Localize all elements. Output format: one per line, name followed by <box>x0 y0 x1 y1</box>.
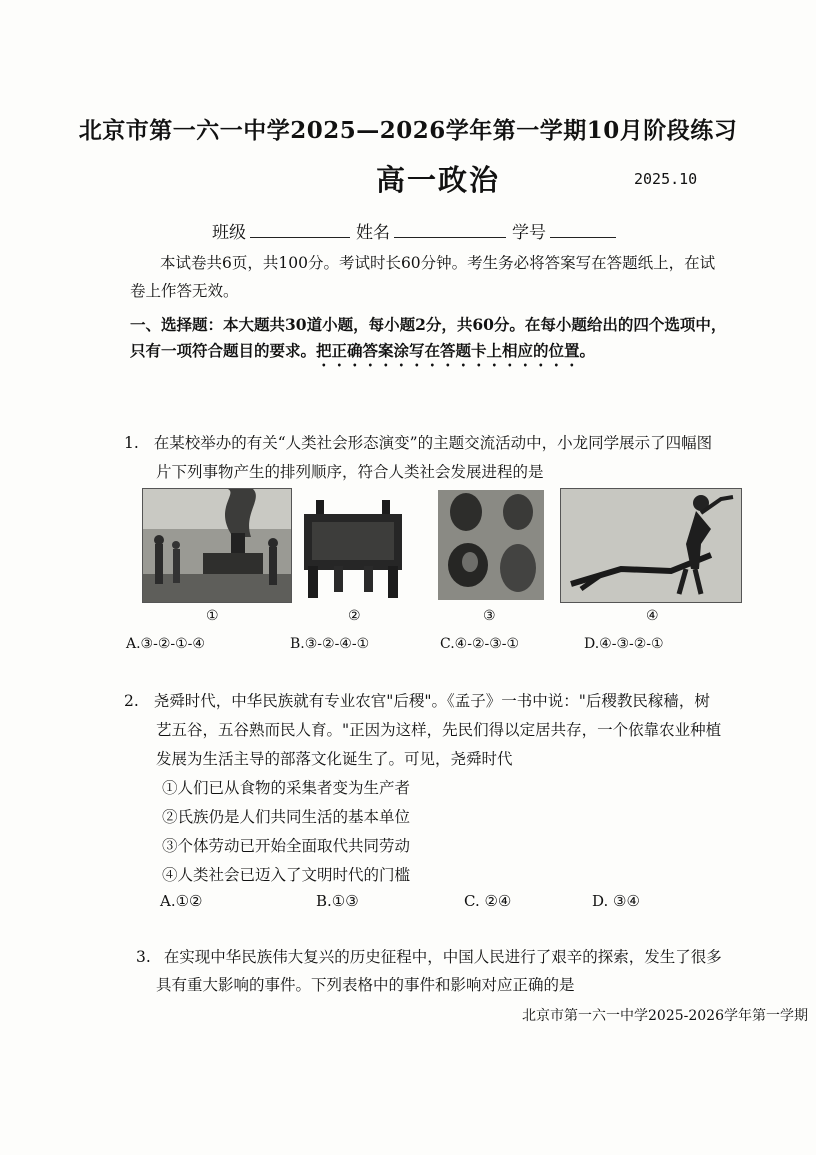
question-2-line-1: 尧舜时代，中华民族就有专业农官"后稷"。《孟子》一书中说："后稷教民稼穑，树 <box>153 692 710 710</box>
image-caption-3: ③ <box>483 608 496 624</box>
steam-engine-image <box>142 488 292 603</box>
name-blank <box>394 223 506 238</box>
question-3-line-1: 在实现中华民族伟大复兴的历史征程中，中国人民进行了艰辛的探索，发生了很多 <box>163 948 722 966</box>
plowing-farmer-image <box>560 488 742 603</box>
question-2-line-2: 艺五谷，五谷熟而民人育。"正因为这样，先民们得以定居共存，一个依靠农业种植 <box>156 721 722 739</box>
q2-statement-4: ④人类社会已迈入了文明时代的门槛 <box>162 866 411 884</box>
q2-statement-3: ③个体劳动已开始全面取代共同劳动 <box>162 837 411 855</box>
section-heading-line-1: 一、选择题：本大题共30道小题，每小题2分，共60分。在每小题给出的四个选项中， <box>130 315 727 334</box>
question-1-number: 1. <box>124 434 139 452</box>
q2-statement-2: ②氏族仍是人们共同生活的基本单位 <box>162 808 411 826</box>
question-2-number: 2. <box>124 692 139 710</box>
image-caption-1: ① <box>206 608 219 624</box>
question-3 <box>136 942 722 972</box>
question-1-line-1: 在某校举办的有关“人类社会形态演变”的主题交流活动中，小龙同学展示了四幅图 <box>153 434 713 452</box>
exam-title: 北京市第一六一中学2025—2026学年第一学期10月阶段练习 <box>78 117 738 144</box>
image-caption-4: ④ <box>646 608 659 624</box>
q2-option-a[interactable]: A.①② <box>160 892 203 910</box>
image-caption-2: ② <box>348 608 361 624</box>
question-1-line-2: 片下列事物产生的排列顺序，符合人类社会发展进程的是 <box>156 463 544 481</box>
q2-option-d[interactable]: D. ③④ <box>592 892 640 910</box>
name-label: 姓名 <box>356 223 390 243</box>
exam-date: 2025.10 <box>634 170 698 188</box>
section-heading-prefix: 只有一项符合题目的要求。 <box>130 341 317 360</box>
id-label: 学号 <box>512 223 546 243</box>
instructions-line-2: 卷上作答无效。 <box>130 282 239 300</box>
section-heading-line-2 <box>130 336 595 370</box>
q1-option-b[interactable]: B.③-②-④-① <box>290 636 370 652</box>
q1-option-a[interactable]: A.③-②-①-④ <box>126 636 205 652</box>
class-label: 班级 <box>212 223 246 243</box>
instructions-line-1: 本试卷共6页，共100分。考试时长60分钟。考生务必将答案写在答题纸上，在试 <box>160 254 716 272</box>
q2-option-b[interactable]: B.①③ <box>316 892 359 910</box>
class-blank <box>250 223 350 238</box>
exam-subject: 高一政治 <box>376 163 501 197</box>
q2-statement-1: ①人们已从食物的采集者变为生产者 <box>162 779 411 797</box>
student-info-fields <box>212 218 622 243</box>
question-1 <box>124 428 712 458</box>
q1-option-d[interactable]: D.④-③-②-① <box>584 636 664 652</box>
question-3-line-2: 具有重大影响的事件。下列表格中的事件和影响对应正确的是 <box>156 976 575 994</box>
section-heading-emphasis: 把正确答案涂写在答题卡上相应的位置。 <box>316 341 596 360</box>
question-2-line-3: 发展为生活主导的部落文化诞生了。可见，尧舜时代 <box>156 750 513 768</box>
id-blank <box>550 223 616 238</box>
question-3-number: 3. <box>136 948 151 966</box>
q2-option-c[interactable]: C. ②④ <box>464 892 512 910</box>
stone-tools-image <box>438 490 544 600</box>
bronze-ding-image <box>294 496 412 600</box>
question-2 <box>124 686 710 716</box>
page-footer: 北京市第一六一中学2025-2026学年第一学期 <box>522 1008 808 1024</box>
q1-option-c[interactable]: C.④-②-③-① <box>440 636 520 652</box>
